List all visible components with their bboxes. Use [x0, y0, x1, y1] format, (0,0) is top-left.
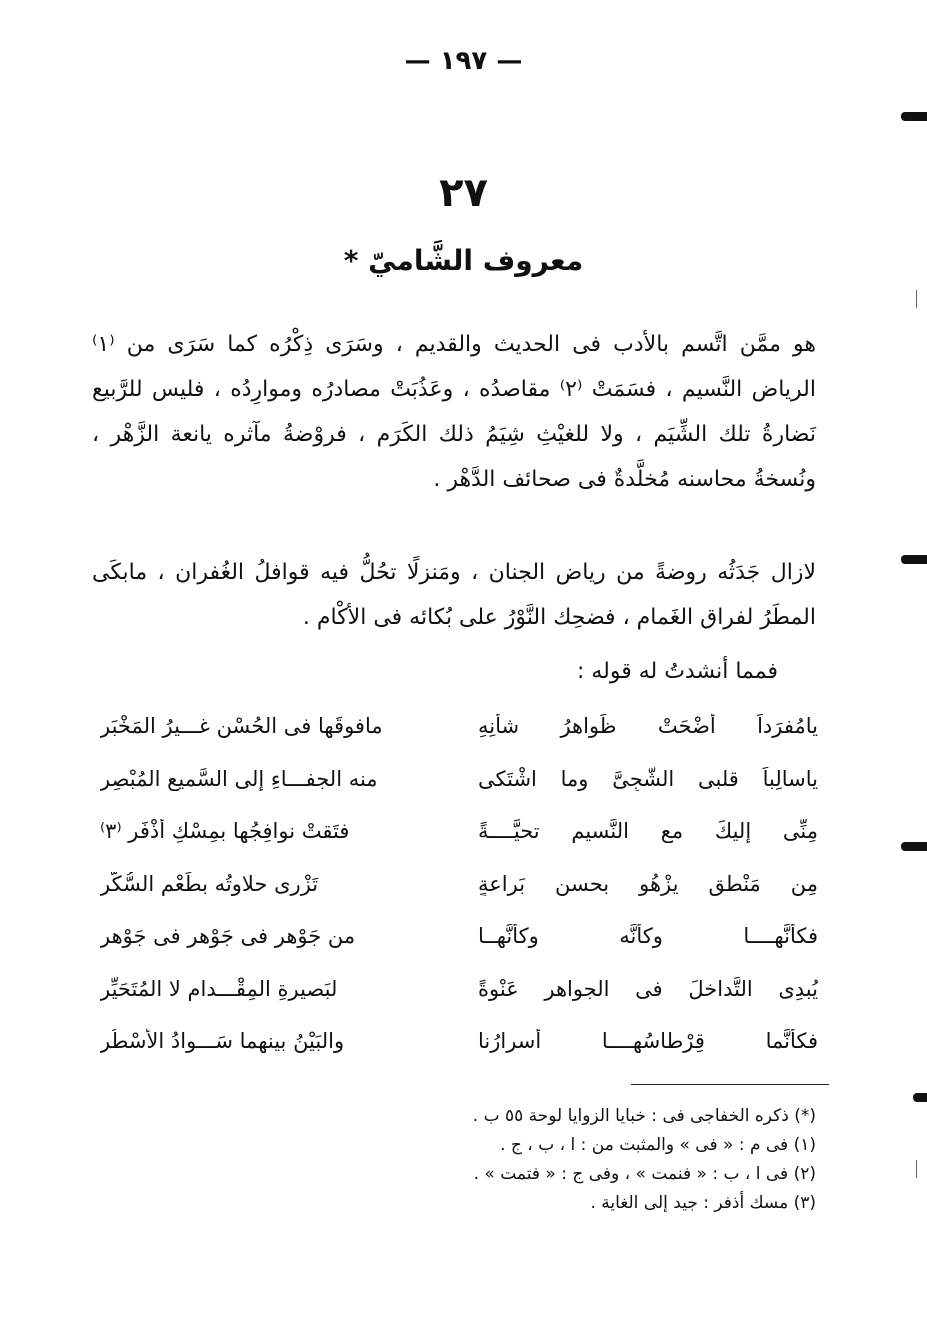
margin-mark	[901, 842, 927, 851]
margin-mark	[901, 112, 927, 121]
footnote-item: (*) ذكره الخفاجى فى : خبايا الزوايا لوحة ٥٥ ب .	[472, 1106, 816, 1126]
verse-first-hemistich: ياسالِباً قلبى الشَّجِىَّ وما اشْتَكى	[478, 766, 818, 791]
verse-second-hemistich: لبَصيرةِ المِقْـــدامِ لا المُتَحَيِّرِ	[100, 976, 338, 1001]
verse-line	[100, 753, 818, 806]
verse-first-hemistich: يُبدِى التَّداخلَ فى الجواهرِ عَنْوةً	[478, 976, 818, 1001]
footnotes	[200, 1102, 816, 1218]
verse-second-hemistich: منه الجفـــاءِ إلى السَّميع المُبْصِرِ	[100, 766, 378, 791]
verse-second-hemistich: والبَيْنُ بينهما سَـــوادُ الأسْطُرِ	[100, 1029, 345, 1054]
verse-second-hemistich: تَزْرِى حلاوتُه بطَعْمِ السُّكَّرِ	[100, 871, 319, 896]
margin-mark	[901, 555, 927, 564]
verse-line	[100, 963, 818, 1016]
page-number: — ١٩٧ —	[404, 46, 523, 76]
verse-line	[100, 805, 818, 858]
verse-first-hemistich: مِن مَنْطقٍ يزْهُو بحسنِ بَراعةٍ	[478, 871, 818, 896]
footnote-item: (٢) فى ا ، ب : « فنمت » ، وفى ج : « فتمت » .	[473, 1164, 816, 1184]
verse-second-hemistich: من جَوْهرٍ فى جَوْهرٍ فى جَوْهرِ	[100, 924, 356, 949]
footnote-divider	[631, 1084, 829, 1085]
verse-first-hemistich: مِنِّى إليكَ مع النَّسيمِ تحيَّــــةً	[478, 819, 818, 844]
verse-line	[100, 910, 818, 963]
margin-tick	[916, 1160, 918, 1178]
verse-first-hemistich: فكأنَّهــــا وكأنَّه وكأنَّهــا	[478, 924, 818, 949]
chapter-number: ٢٧	[439, 170, 488, 216]
margin-mark	[913, 1093, 927, 1102]
poem-intro: فمما أنشدتُ له قوله :	[576, 659, 778, 684]
verse-second-hemistich: مافوقَها فى الحُسْنِ غـــيرُ المَخْبَرِ	[100, 714, 383, 739]
verse-first-hemistich: يامُفرَداً أضْحَتْ ظَواهرُ شأْنِهِ	[478, 714, 818, 739]
footnote-item: (١) فى م : « فى » والمثبت من : ا ، ب ، ج .	[500, 1135, 816, 1155]
verse-line	[100, 858, 818, 911]
chapter-title: معروف الشَّاميّ *	[343, 244, 584, 277]
margin-tick	[916, 290, 918, 308]
verse-second-hemistich: فتَقتْ نوافِجُها بمِسْكِ أذْفَرِ ⁽٣⁾	[100, 819, 350, 844]
paragraph-prayer: لازال جَدَثُه روضةً من رياض الجنان ، ومَنزلًا تحُلُّ فيه قوافلُ الغُفران ، مابكَى المطَرُ لفراق الغَمام ، فضحِك النَّوْرُ على بُكائه فى الأكْام .	[92, 560, 816, 630]
poem	[100, 700, 818, 1068]
verse-first-hemistich: فكأنَّما قِرْطاسُهــــا أسرارُنا	[478, 1029, 818, 1054]
paragraph-biography: هو ممَّن اتَّسم بالأدب فى الحديث والقديم ، وسَرَى ذِكْرُه كما سَرَى من ⁽١⁾ الرياض النَّسيم ، فسَمَتْ ⁽٢⁾ مقاصدُه ، وعَذُبَتْ مصادرُه وموارِدُه ، فليس للرَّبيع نَضارةُ تلك الشِّيَم ، ولا للغيْثِ شِيَمُ ذلك الكَرَم ، فروْضةُ مآثره يانعة الزَّهْر ، ونُسخةُ محاسنه مُخلَّدةٌ فى صحائف الدَّهْر .	[92, 332, 817, 492]
footnote-item: (٣) مسك أذفر : جيد إلى الغاية .	[590, 1193, 816, 1213]
verse-line	[100, 700, 818, 753]
verse-line	[100, 1015, 818, 1068]
